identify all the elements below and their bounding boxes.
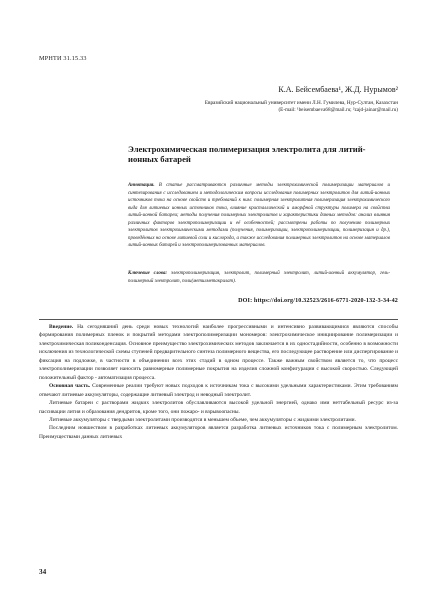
paragraph-text: Литиевые аккумуляторы с твердыми электролитами производятся в меньшем объеме, чем аккумуляторы с жидкими электролитами. — [49, 416, 356, 423]
paragraph — [39, 323, 398, 382]
paragraph-lead: Введение. — [49, 324, 74, 330]
abstract-text: В статье рассматриваются различные методы электрохимической полимеризации материалов и синтезирования с исследованием и методологическим вопросы исследования полимерных электролитов для литий-ионных источников тока на основе свойств и требований к ним: полимерная электролитная полимеризация электрохимического вида для литиевых ионных источников тока, влияние кристаллической и аморфной структуры полимера на свойства литий-ионной батареи; методы получения полимерных электролитов и характеристики данных методов: анализ влияния различных факторов электрополимеризации и её особенностей; рассмотрены работы по получению полимерных электролитов электрохимическими методами (получения, полимеризации, электрополимеризации, полимеризация и др.), проведённых на основе литиевой соли и кислорода, а также исследования полимерных электролитов на основе материалов литий-ионных батарей и электрополимеризованных материалов. — [128, 183, 390, 249]
abstract — [128, 182, 390, 250]
doi-link[interactable]: DOI: https://doi.org/10.32523/2616-6771-2020-132-3-34-42 — [238, 298, 398, 304]
paragraph — [39, 416, 398, 424]
paragraph-lead: Основная часть. — [49, 383, 91, 390]
paragraph — [39, 399, 398, 416]
paragraph — [39, 382, 398, 399]
paragraph-text: Последним новшеством в разработках литиевых аккумуляторов является разработка литиевых источников тока с полимерным электролитом. Преимуществами данных литиевых — [39, 425, 398, 440]
paragraph — [39, 424, 398, 441]
page-number: 34 — [39, 568, 47, 576]
article-body — [39, 323, 398, 441]
affiliation — [88, 100, 398, 115]
keywords — [128, 270, 390, 285]
article-title: Электрохимическая полимеризация электролита для литий-ионных батарей — [128, 144, 366, 165]
paragraph-text: Современные реалии требуют новых подходов к источникам тока с высокими удельными характеристиками. Этим требованиям отвечают литиевые аккумуляторы, содержащие литиевый электрод и неводный электролит. — [39, 383, 398, 398]
authors: К.А. Бейсембаева¹, Ж.Д. Нурымов² — [278, 85, 398, 94]
affiliation-line-2: (E-mail: ¹beisembaeva68@mail.ru; ²zajd-jainar@mail.ru) — [278, 107, 398, 114]
abstract-label: Аннотация. — [128, 183, 155, 188]
paragraph-text: Литиевые батареи с растворами жидких электролитов обуславливаются высокой удельной энергией, однако ими неттабельный ресурс из-за пассивации лития и образования дендритов, кроме того, они пожаро- и взрывоопасны. — [39, 400, 398, 415]
divider — [39, 319, 398, 320]
keywords-label: Ключевые слова: — [128, 271, 168, 276]
rubric-code: МРНТИ 31.15.33 — [39, 55, 87, 62]
affiliation-line-1: Евразийский национальный университет имени Л.Н. Гумилева, Нур-Султан, Казахстан — [204, 100, 398, 106]
keywords-text: электрополимеризация, электролит, полимерный электролит, литий-ионный аккумулятор, гель-полимерный электролит, поли(метилметакрилат). — [128, 271, 390, 284]
paragraph-text: На сегодняшний день среди новых технологий наиболее прогрессивными и интенсивно развивающимися являются способы формирования полимерных пленок и покрытий методами электрополимеризации мономеров: электрохимическое инициирование полимеризации и электрохимическая поликонденсация. Основное преимущество электрохимических методов заключается в их одностадийности, особенно в возможности исключения из технологической схемы ступеней предварительного синтеза полимерного вещества, его последующее растворение или диспергирование и фиксация на подложке, в частности в объединении всех этих стадий в одном процессе. Также важным свойством является то, что процесс электрополимеризации позволяет наносить равномерные полимерные покрытия на изделия сложной конфигурации с высокой скоростью. Следующей положительный фактор - автоматизация процесса. — [39, 324, 398, 381]
